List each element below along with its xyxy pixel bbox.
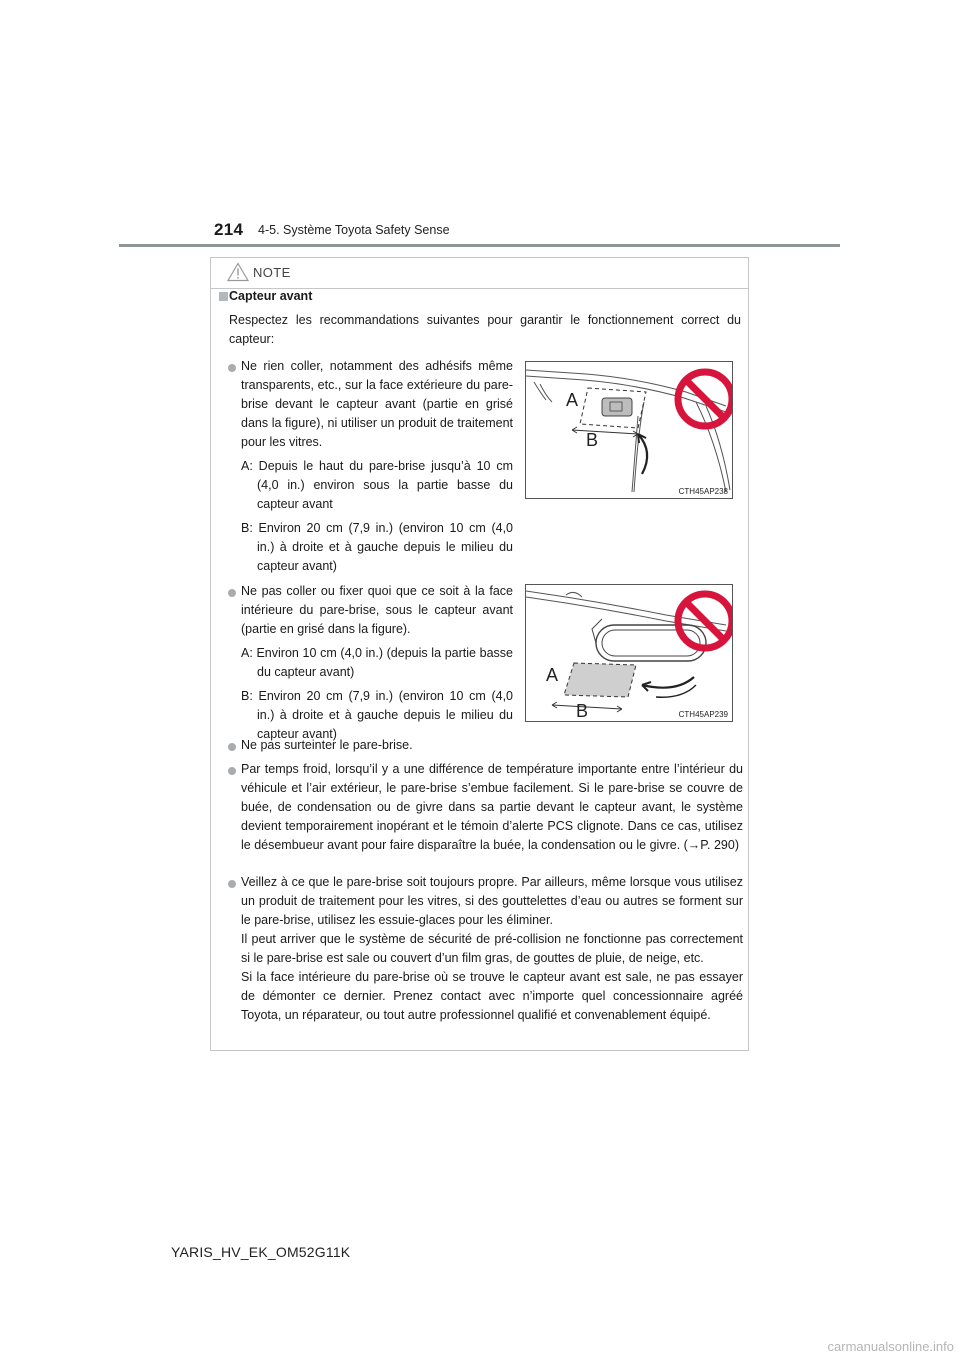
figure-1-label-a: A bbox=[566, 390, 579, 410]
document-code: YARIS_HV_EK_OM52G11K bbox=[171, 1244, 351, 1260]
figure-2-label-a: A bbox=[546, 665, 559, 685]
bullet-dot bbox=[228, 767, 236, 775]
item-1-text: Ne rien coller, notamment des adhésifs même transparents, etc., sur la face extérieure du pare-brise devant le capteur avant (partie en grisé dans la figure), ni utiliser un produit de traitement pour les vitres. bbox=[241, 359, 513, 449]
item-1-b: B: Environ 20 cm (7,9 in.) (environ 10 cm (4,0 in.) à droite et à gauche depuis le milieu du capteur avant) bbox=[241, 521, 513, 573]
section-square-marker bbox=[219, 292, 228, 301]
windshield-outer-illustration bbox=[526, 362, 733, 499]
item-5-p2: Il peut arriver que le système de sécurité de pré-collision ne fonctionne pas correctement si le pare-brise est sale ou couvert d’un film gras, de gouttes de pluie, de neige, etc. bbox=[241, 932, 743, 965]
item-4: Par temps froid, lorsqu’il y a une différence de température importante entre l’intérieur du véhicule et l’air extérieur, le pare-brise s’embue facilement. Si le pare-brise se couvre de buée, de condensation ou de givre dans sa partie devant le capteur avant, le système devient temporairement inopérant et le témoin d’alerte PCS clignote. Dans ce cas, utilisez le désembueur avant pour faire disparaître la buée, la condensation ou le givre. (→P. 290) bbox=[241, 762, 743, 852]
header-rule bbox=[119, 244, 840, 247]
item-2-a: A: Environ 10 cm (4,0 in.) (depuis la partie basse du capteur avant) bbox=[241, 646, 513, 679]
bullet-dot bbox=[228, 364, 236, 372]
item-5-p3: Si la face intérieure du pare-brise où se trouve le capteur avant est sale, ne pas essayer de démonter ce dernier. Prenez contact avec n’importe quel concessionnaire agréé Toyota, un réparateur, ou tout autre professionnel qualifié et convenablement équipé. bbox=[241, 970, 743, 1022]
section-title: 4-5. Système Toyota Safety Sense bbox=[258, 223, 450, 237]
item-2-text: Ne pas coller ou fixer quoi que ce soit à la face intérieure du pare-brise, sous le capteur avant (partie en grisé dans la figure). bbox=[241, 584, 513, 636]
page-number: 214 bbox=[214, 220, 244, 239]
note-title: NOTE bbox=[253, 265, 291, 280]
warning-triangle-icon bbox=[227, 262, 249, 282]
item-2 bbox=[241, 582, 513, 744]
figure-2 bbox=[525, 584, 733, 722]
figure-2-code: CTH45AP239 bbox=[678, 710, 728, 719]
item-3: Ne pas surteinter le pare-brise. bbox=[241, 738, 413, 752]
note-box bbox=[210, 257, 749, 1051]
bullet-dot bbox=[228, 589, 236, 597]
page-header bbox=[0, 0, 960, 250]
bullet-dot bbox=[228, 880, 236, 888]
note-header bbox=[211, 258, 748, 289]
item-5 bbox=[241, 873, 743, 1025]
watermark: carmanualsonline.info bbox=[827, 1339, 954, 1354]
item-1-a: A: Depuis le haut du pare-brise jusqu’à 10 cm (4,0 in.) environ sous la partie basse du capteur avant bbox=[241, 459, 513, 511]
figure-2-label-b: B bbox=[576, 701, 589, 721]
item-5-p1: Veillez à ce que le pare-brise soit toujours propre. Par ailleurs, même lorsque vous utilisez un produit de traitement pour les vitres, si des gouttelettes d’eau ou autres se forment sur le pare-brise, utilisez les essuie-glaces pour les éliminer. bbox=[241, 875, 743, 927]
item-1 bbox=[241, 357, 513, 576]
note-subtitle: Capteur avant bbox=[229, 289, 313, 303]
item-2-b: B: Environ 20 cm (7,9 in.) (environ 10 cm (4,0 in.) à droite et à gauche depuis le milieu du capteur avant) bbox=[241, 689, 513, 741]
bullet-dot bbox=[228, 743, 236, 751]
note-intro: Respectez les recommandations suivantes pour garantir le fonctionnement correct du capteur: bbox=[229, 313, 741, 346]
figure-1 bbox=[525, 361, 733, 499]
figure-1-code: CTH45AP238 bbox=[678, 487, 728, 496]
figure-1-label-b: B bbox=[586, 430, 599, 450]
windshield-inner-illustration bbox=[526, 585, 733, 722]
